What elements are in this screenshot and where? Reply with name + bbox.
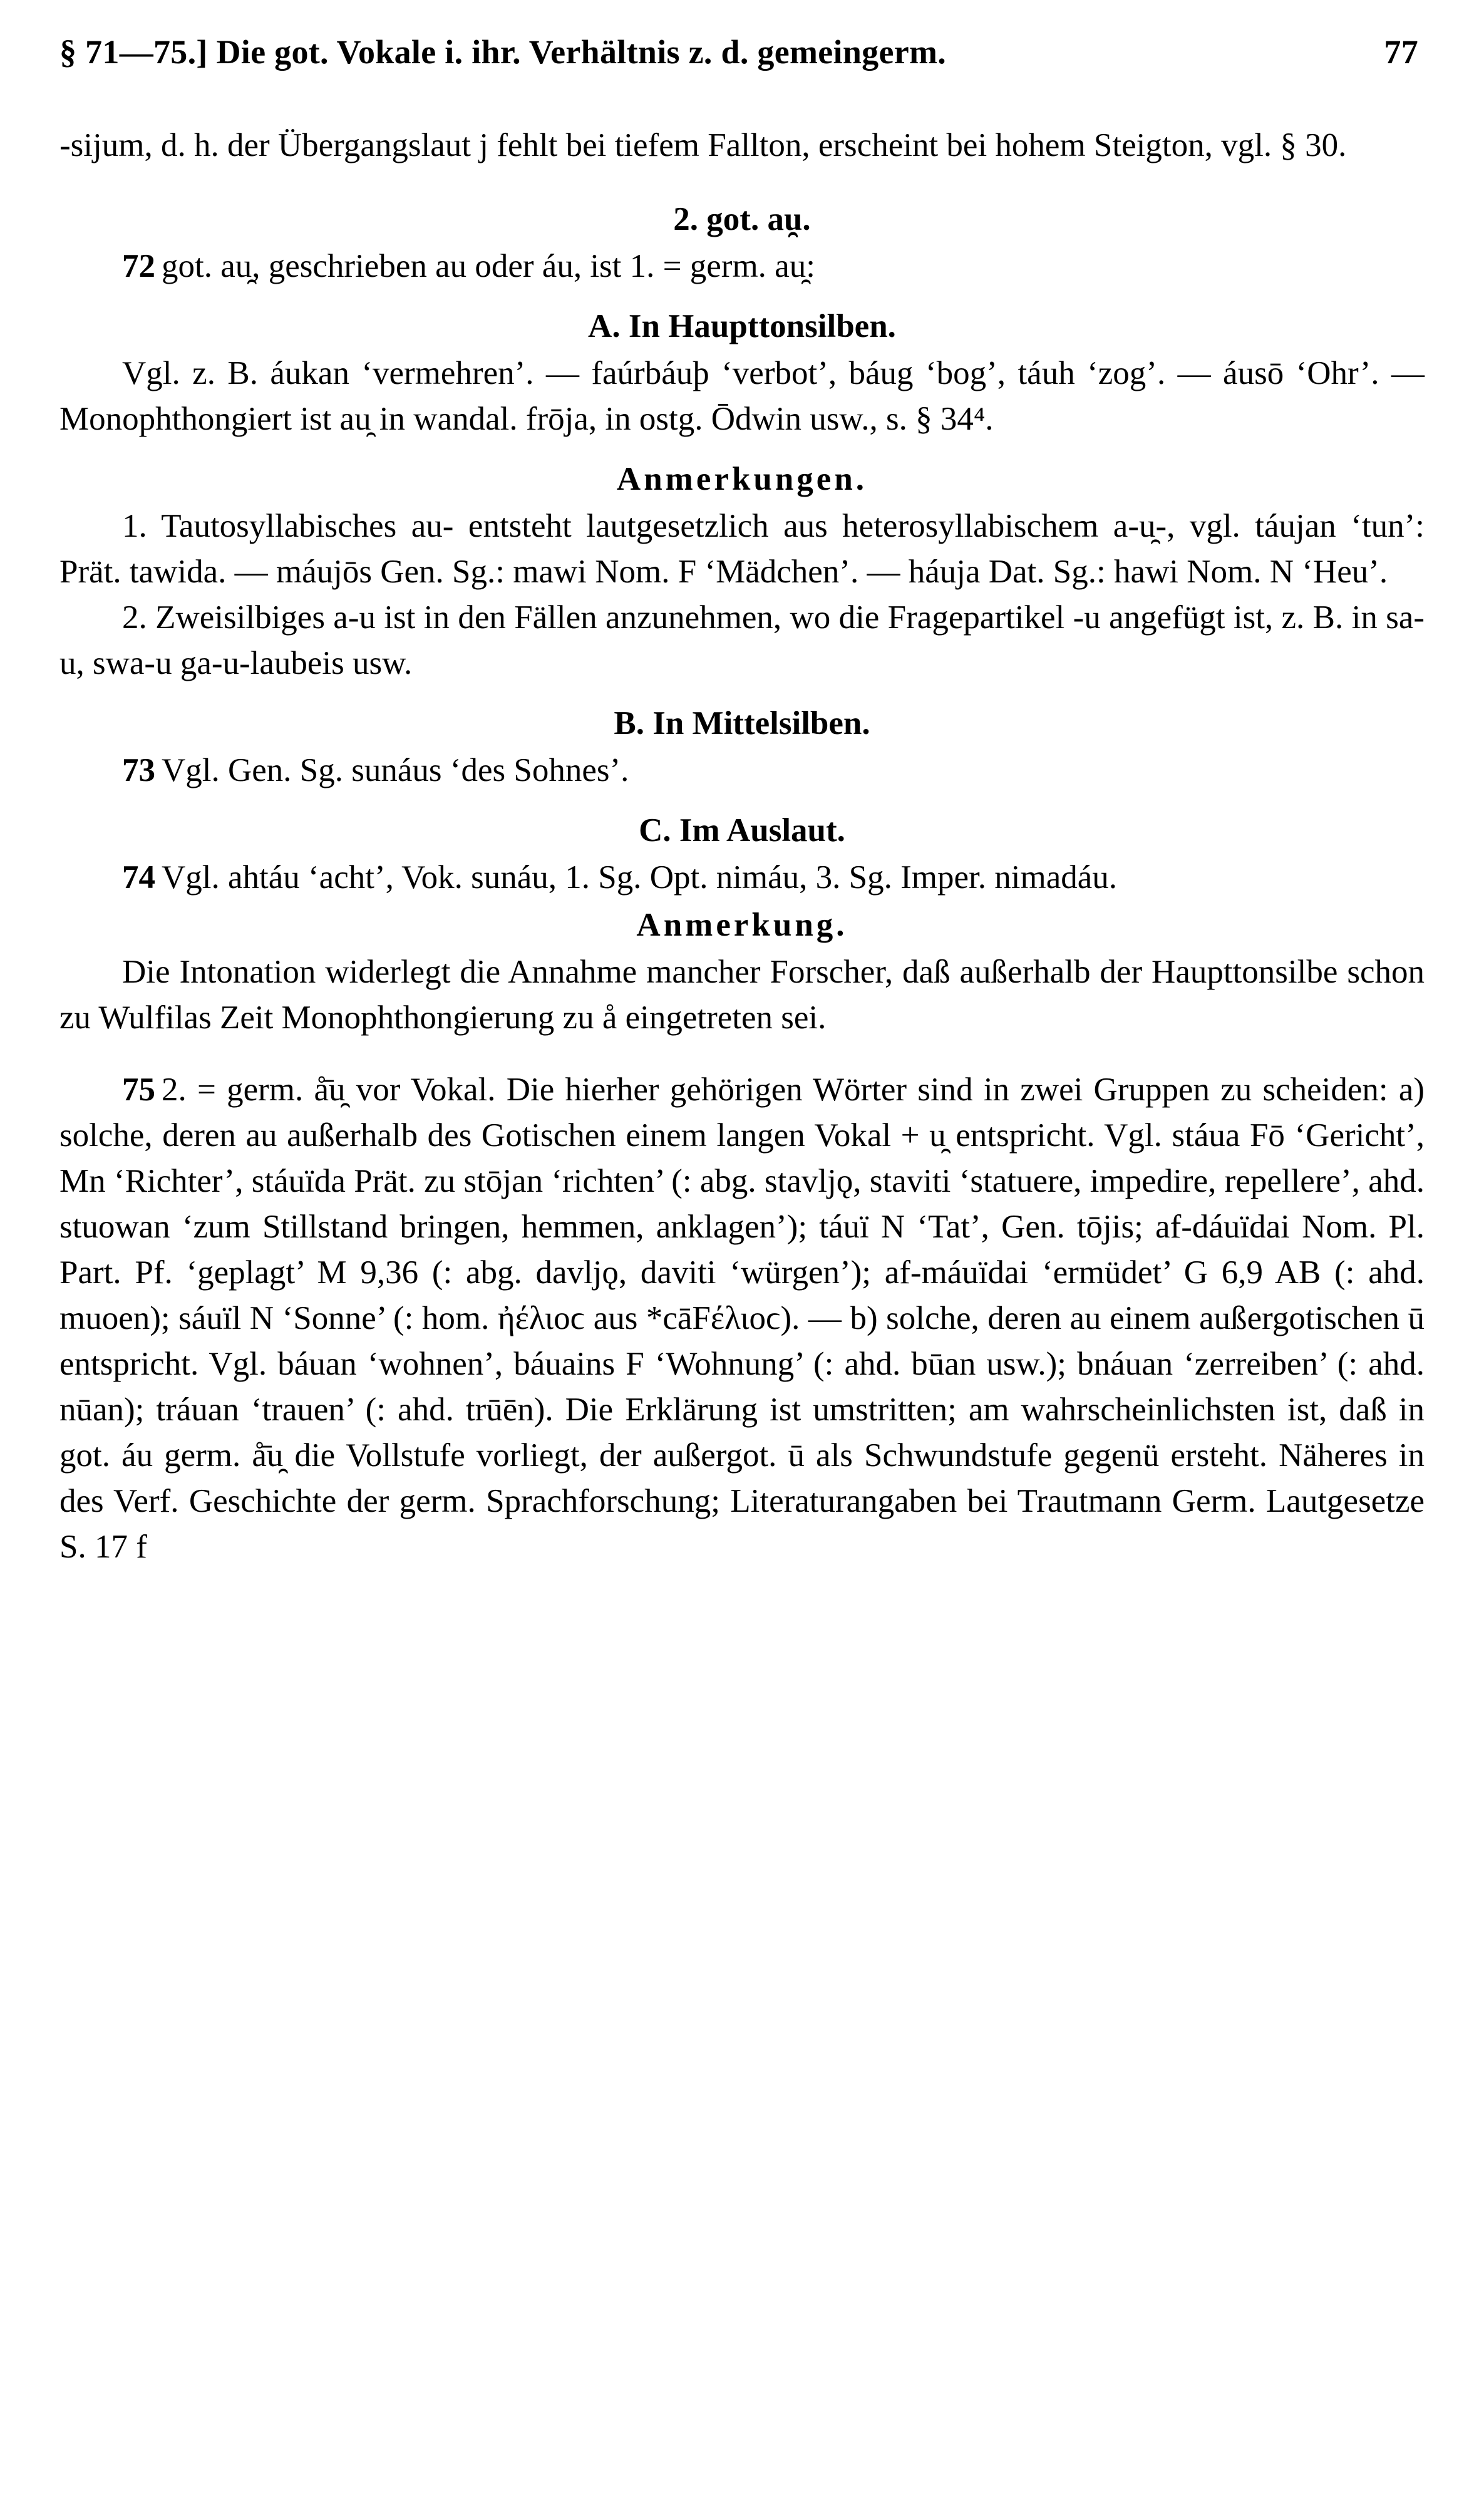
section-72-text: got. au̯, geschrieben au oder áu, ist 1. = germ. au̯:: [162, 248, 815, 284]
section-number-74: 74: [122, 859, 155, 896]
heading-a-haupttonsilben: A. In Haupttonsilben.: [588, 308, 896, 344]
section-75: [59, 1067, 1425, 1570]
heading-c-auslaut: C. Im Auslaut.: [639, 812, 845, 849]
section-73-text: Vgl. Gen. Sg. sunáus ‘des Sohnes’.: [162, 752, 629, 788]
section-74-text: Vgl. ahtáu ‘acht’, Vok. sunáu, 1. Sg. Opt. nimáu, 3. Sg. Imper. nimadáu.: [162, 859, 1118, 896]
anmerkung-single: Die Intonation widerlegt die Annahme mancher Forscher, daß außerhalb der Haupttonsilbe schon zu Wulfilas Zeit Monophthongierung zu å eingetreten sei.: [59, 954, 1425, 1036]
spacer: [59, 442, 1425, 455]
section-73: [59, 748, 1425, 793]
spacer: [59, 289, 1425, 302]
page-body: [59, 123, 1425, 1570]
section-number-73: 73: [122, 752, 155, 788]
spacer: [59, 1041, 1425, 1067]
anmerkung-2: 2. Zweisilbiges a-u ist in den Fällen anzunehmen, wo die Fragepartikel -u angefügt ist, z. B. in sa-u, swa-u ga-u-laubeis usw.: [59, 599, 1425, 681]
heading-b-mittelsilben: B. In Mittelsilben.: [614, 705, 870, 741]
section-74: [59, 855, 1425, 901]
section-75-text: 2. = germ. å̄u̯ vor Vokal. Die hierher gehörigen Wörter sind in zwei Gruppen zu scheiden: a) solche, deren au außerhalb des Gotischen einem langen Vokal + u̯ entspricht. Vgl. stáua Fō ‘Gericht’, Mn ‘Richter’, stáuïda Prät. zu stōjan ‘richten’ (: abg. stavljǫ, staviti ‘statuere, impedire, repellere’, ahd. stuowan ‘zum Stillstand bringen, hemmen, anklagen’); táuï N ‘Tat’, Gen. tōjis; af-dáuïdai Nom. Pl. Part. Pf. ‘geplagt’ M 9,36 (: abg. davljǫ, daviti ‘würgen’); af-máuïdai ‘ermüdet’ G 6,9 AB (: ahd. muoen); sáuïl N ‘Sonne’ (: hom. ἠέλιοϲ aus *cāFέλιοϲ). — b) solche, deren au einem außergotischen ū entspricht. Vgl. báuan ‘wohnen’, báuains F ‘Wohnung’ (: ahd. būan usw.); bnáuan ‘zerreiben’ (: ahd. nūan); tráuan ‘trauen’ (: ahd. trūēn). Die Erklärung ist umstritten; am wahrscheinlichsten ist, daß in got. áu germ. å̄u̯ die Vollstufe vorliegt, der außergot. ū als Schwundstufe gegenü ersteht. Näheres in des Verf. Geschichte der germ. Sprachforschung; Literaturangaben bei Trautmann Germ. Lautgesetze S. 17 f: [59, 1072, 1425, 1565]
anmerkung-1: 1. Tautosyllabisches au- entsteht lautgesetzlich aus heterosyllabischem a-u̯-, vgl. táujan ‘tun’: Prät. tawida. — máujōs Gen. Sg.: mawi Nom. F ‘Mädchen’. — háuja Dat. Sg.: hawi Nom. N ‘Heu’.: [59, 508, 1425, 590]
running-head-title: § 71—75.] Die got. Vokale i. ihr. Verhältnis z. d. gemeingerm.: [59, 33, 947, 71]
running-head: [59, 33, 1425, 76]
paragraph-a: Vgl. z. B. áukan ‘vermehren’. — faúrbáuþ ‘verbot’, báug ‘bog’, táuh ‘zog’. — áusō ‘Ohr’. — Monophthongiert ist au̯ in wandal. frōja, in ostg. Ōdwin usw., s. § 34⁴.: [59, 355, 1425, 437]
heading-got-au: 2. got. au̯.: [673, 201, 811, 237]
section-number-72: 72: [122, 248, 155, 284]
heading-anmerkungen: Anmerkungen.: [616, 461, 868, 497]
continued-paragraph: -sijum, d. h. der Übergangslaut j fehlt bei tiefem Fallton, erscheint bei hohem Steigton, vgl. § 30.: [59, 127, 1347, 163]
spacer: [59, 686, 1425, 699]
section-number-75: 75: [122, 1072, 155, 1108]
page-number: 77: [1384, 33, 1418, 71]
section-72: [59, 244, 1425, 289]
heading-anmerkung: Anmerkung.: [636, 907, 848, 943]
spacer: [59, 793, 1425, 806]
spacer: [59, 168, 1425, 195]
